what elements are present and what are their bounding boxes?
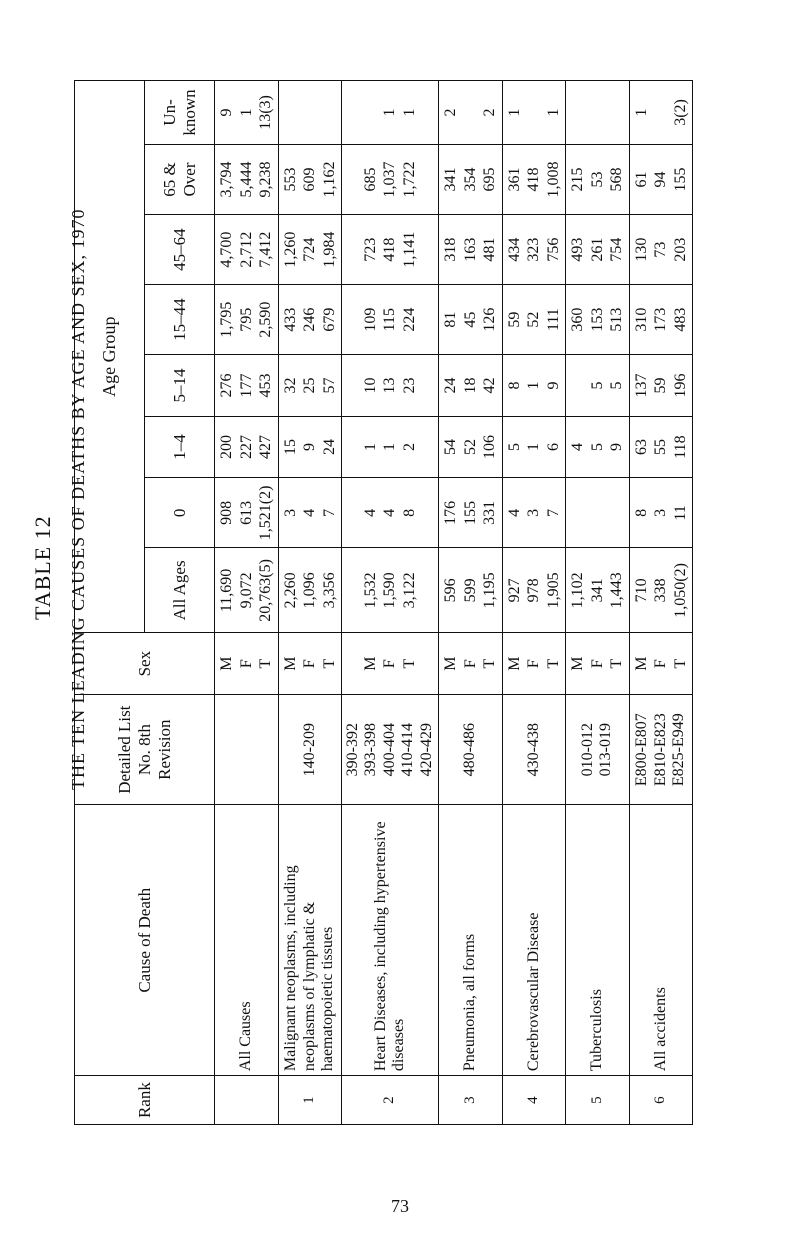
value: 6 — [544, 443, 562, 452]
value: 59 — [505, 311, 523, 328]
value: 418 — [381, 237, 399, 262]
value: 9,072 — [237, 572, 255, 609]
value-cell — [215, 285, 279, 355]
value: 52 — [461, 439, 479, 456]
value: 310 — [632, 307, 650, 332]
header-rank: Rank — [75, 1076, 215, 1125]
header-sex: Sex — [75, 633, 215, 695]
value: 1,050(2) — [671, 563, 689, 618]
value: 568 — [608, 167, 626, 192]
value: 203 — [671, 237, 689, 262]
header-age: Un-known — [145, 81, 215, 145]
value: 553 — [281, 167, 299, 192]
value: 42 — [481, 377, 499, 394]
value: 1 — [400, 108, 418, 117]
sex-label: T — [544, 658, 562, 669]
sex-label: M — [442, 656, 460, 671]
sex-cell — [629, 633, 693, 695]
value — [651, 85, 671, 140]
header-age: 1–4 — [145, 416, 215, 478]
value: 493 — [569, 237, 587, 262]
value: 25 — [301, 377, 319, 394]
value: 3,122 — [400, 572, 418, 609]
value: 15 — [281, 439, 299, 456]
value-cell — [342, 416, 439, 478]
value-cell — [342, 355, 439, 417]
sex-cell — [502, 633, 566, 695]
value: 261 — [588, 237, 606, 262]
value: 246 — [301, 307, 319, 332]
value-cell — [278, 416, 342, 478]
value-cell — [278, 548, 342, 633]
value: 1,795 — [218, 301, 235, 338]
value-cell — [439, 548, 503, 633]
value-cell — [278, 355, 342, 417]
value: 13 — [381, 377, 399, 394]
value-cell — [502, 285, 566, 355]
value: 59 — [652, 377, 670, 394]
value: 173 — [652, 307, 670, 332]
header-age: 15–44 — [145, 285, 215, 355]
value: 1,162 — [320, 161, 338, 198]
value — [588, 85, 608, 140]
header-age: 45–64 — [145, 215, 215, 285]
value — [361, 85, 381, 140]
value: 23 — [400, 377, 418, 394]
value: 2 — [442, 108, 460, 117]
value-cell — [439, 478, 503, 548]
value: 978 — [525, 578, 543, 603]
rotated-table-wrapper — [74, 80, 689, 1125]
value: 9 — [301, 443, 319, 452]
value: 61 — [632, 171, 650, 188]
sex-label: T — [481, 658, 499, 669]
value-cell — [629, 285, 693, 355]
header-list: Detailed List No. 8th Revision — [75, 694, 215, 804]
value: 115 — [381, 307, 399, 332]
value: 1,984 — [320, 231, 338, 268]
value-cell — [278, 285, 342, 355]
value-cell — [439, 285, 503, 355]
cause-cell: All Causes — [215, 805, 279, 1076]
value-cell — [566, 144, 630, 214]
value: 695 — [481, 167, 499, 192]
table-title: THE TEN LEADING CAUSES OF DEATHS BY AGE AND SEX, 1970 — [68, 208, 88, 790]
value: 130 — [632, 237, 650, 262]
sex-label: M — [569, 656, 587, 671]
value: 4 — [569, 443, 587, 452]
value: 109 — [361, 307, 379, 332]
value: 613 — [237, 500, 255, 525]
value: 24 — [442, 377, 460, 394]
value: 32 — [281, 377, 299, 394]
value: 1 — [381, 108, 399, 117]
value-cell — [215, 215, 279, 285]
list-number-cell: 390-392 393-398 400-404 410-414 420-429 — [342, 694, 439, 804]
value-cell — [215, 81, 279, 145]
list-number-cell: 430-438 — [502, 694, 566, 804]
value: 5,444 — [237, 161, 255, 198]
rank-cell — [215, 1076, 279, 1125]
sex-cell — [342, 633, 439, 695]
value — [281, 85, 301, 140]
value-cell — [629, 548, 693, 633]
value — [461, 85, 481, 140]
value: 2 — [481, 108, 499, 117]
table-row — [342, 81, 439, 1125]
cause-cell: Cerebrovascular Disease — [502, 805, 566, 1076]
value: 13(3) — [257, 95, 275, 130]
value: 3 — [652, 508, 670, 517]
value-cell — [278, 478, 342, 548]
rank-cell: 1 — [278, 1076, 342, 1125]
value-cell — [502, 215, 566, 285]
value: 63 — [632, 439, 650, 456]
value: 4,700 — [218, 231, 235, 268]
value — [568, 359, 588, 412]
list-number-cell: 140-209 — [278, 694, 342, 804]
sex-label: T — [320, 658, 338, 669]
value: 5 — [588, 381, 606, 390]
value: 483 — [671, 307, 689, 332]
value-cell — [439, 215, 503, 285]
table-row — [278, 81, 342, 1125]
value: 338 — [652, 578, 670, 603]
rank-cell: 2 — [342, 1076, 439, 1125]
value: 1 — [525, 381, 543, 390]
value: 9 — [218, 108, 235, 117]
value: 1,008 — [544, 161, 562, 198]
value-cell — [629, 81, 693, 145]
value: 908 — [218, 500, 235, 525]
value: 513 — [608, 307, 626, 332]
rank-cell: 5 — [566, 1076, 630, 1125]
value: 177 — [237, 373, 255, 398]
value: 318 — [442, 237, 460, 262]
value: 20,763(5) — [257, 559, 275, 622]
value: 1,260 — [281, 231, 299, 268]
deaths-table — [74, 80, 693, 1125]
value-cell — [566, 215, 630, 285]
value: 8 — [505, 381, 523, 390]
value: 723 — [361, 237, 379, 262]
value: 453 — [257, 373, 275, 398]
value: 354 — [461, 167, 479, 192]
value: 137 — [632, 373, 650, 398]
value: 609 — [301, 167, 319, 192]
value: 341 — [442, 167, 460, 192]
value-cell — [215, 478, 279, 548]
sex-label: T — [671, 658, 689, 669]
value: 176 — [442, 500, 460, 525]
value-cell — [439, 81, 503, 145]
value: 3,356 — [320, 572, 338, 609]
value: 57 — [320, 377, 338, 394]
value: 1,141 — [400, 231, 418, 268]
table-label: TABLE 12 — [30, 515, 55, 620]
list-number-cell: 010-012 013-019 — [566, 694, 630, 804]
list-number-cell — [215, 694, 279, 804]
value: 227 — [237, 435, 255, 460]
value: 4 — [505, 508, 523, 517]
table-body — [215, 81, 693, 1125]
value-cell — [566, 285, 630, 355]
value: 4 — [301, 508, 319, 517]
value: 1 — [544, 108, 562, 117]
value: 1 — [237, 108, 255, 117]
sex-label: M — [361, 656, 379, 671]
cause-cell: Malignant neoplasms, including neoplasms of lymphatic & haematopoietic tissues — [278, 805, 342, 1076]
value: 433 — [281, 307, 299, 332]
sex-label: M — [505, 656, 523, 671]
value: 54 — [442, 439, 460, 456]
value-cell — [342, 285, 439, 355]
rank-cell: 6 — [629, 1076, 693, 1125]
value-cell — [215, 355, 279, 417]
value: 7 — [320, 508, 338, 517]
value: 434 — [505, 237, 523, 262]
value-cell — [278, 81, 342, 145]
value: 323 — [525, 237, 543, 262]
value: 7 — [544, 508, 562, 517]
sex-label: M — [281, 656, 299, 671]
value: 599 — [461, 578, 479, 603]
value: 360 — [569, 307, 587, 332]
value — [607, 85, 627, 140]
sex-label: T — [257, 658, 275, 669]
sex-label: T — [608, 658, 626, 669]
value: 8 — [632, 508, 650, 517]
value-cell — [439, 355, 503, 417]
value: 1,590 — [381, 572, 399, 609]
value: 18 — [461, 377, 479, 394]
value: 126 — [481, 307, 499, 332]
sex-label: M — [218, 656, 235, 671]
sex-label: F — [588, 659, 606, 669]
value: 331 — [481, 500, 499, 525]
table-row — [439, 81, 503, 1125]
sex-label: F — [652, 659, 670, 669]
value: 1,532 — [361, 572, 379, 609]
value: 8 — [400, 508, 418, 517]
sex-cell — [278, 633, 342, 695]
value: 24 — [320, 439, 338, 456]
value: 1,443 — [608, 572, 626, 609]
value-cell — [566, 548, 630, 633]
value: 2,590 — [257, 301, 275, 338]
sex-label: M — [632, 656, 650, 671]
value: 111 — [544, 308, 562, 332]
value: 1 — [505, 108, 523, 117]
value-cell — [629, 144, 693, 214]
value-cell — [215, 144, 279, 214]
value-cell — [342, 548, 439, 633]
value-cell — [278, 215, 342, 285]
sex-label: F — [525, 659, 543, 669]
value: 163 — [461, 237, 479, 262]
value: 215 — [569, 167, 587, 192]
value: 927 — [505, 578, 523, 603]
value: 795 — [237, 307, 255, 332]
value: 106 — [481, 435, 499, 460]
value: 196 — [671, 373, 689, 398]
value: 1,037 — [381, 161, 399, 198]
value: 1,722 — [400, 161, 418, 198]
header-age: 5–14 — [145, 355, 215, 417]
value: 81 — [442, 311, 460, 328]
value: 224 — [400, 307, 418, 332]
table-row — [566, 81, 630, 1125]
value — [568, 85, 588, 140]
value: 1 — [381, 443, 399, 452]
rank-cell: 4 — [502, 1076, 566, 1125]
value-cell — [502, 548, 566, 633]
value: 1,096 — [301, 572, 319, 609]
value-cell — [278, 144, 342, 214]
value: 155 — [461, 500, 479, 525]
value — [588, 482, 608, 543]
value: 710 — [632, 578, 650, 603]
value-cell — [502, 81, 566, 145]
value: 200 — [218, 435, 235, 460]
cause-cell: Pneumonia, all forms — [439, 805, 503, 1076]
list-number-cell: E800-E807 E810-E823 E825-E949 — [629, 694, 693, 804]
value: 11,690 — [218, 568, 235, 613]
value: 341 — [588, 578, 606, 603]
value: 754 — [608, 237, 626, 262]
value: 118 — [671, 435, 689, 459]
cause-cell: Heart Diseases, including hypertensive diseases — [342, 805, 439, 1076]
value — [320, 85, 340, 140]
value-cell — [629, 416, 693, 478]
value-cell — [342, 81, 439, 145]
value-cell — [629, 215, 693, 285]
value: 52 — [525, 311, 543, 328]
value-cell — [342, 478, 439, 548]
value: 1,521(2) — [257, 485, 275, 541]
value — [300, 85, 320, 140]
value-cell — [566, 478, 630, 548]
table-row — [629, 81, 693, 1125]
value-cell — [566, 416, 630, 478]
value: 1 — [525, 443, 543, 452]
value-cell — [566, 81, 630, 145]
value — [568, 482, 588, 543]
rank-cell: 3 — [439, 1076, 503, 1125]
header-age: 0 — [145, 478, 215, 548]
table-row — [215, 81, 279, 1125]
value: 1,102 — [569, 572, 587, 609]
value: 3,794 — [218, 161, 235, 198]
value-cell — [566, 355, 630, 417]
table-row — [502, 81, 566, 1125]
value: 685 — [361, 167, 379, 192]
value: 153 — [588, 307, 606, 332]
value: 4 — [361, 508, 379, 517]
value-cell — [502, 416, 566, 478]
value: 2,712 — [237, 231, 255, 268]
value: 418 — [525, 167, 543, 192]
value: 481 — [481, 237, 499, 262]
cause-cell: Tuberculosis — [566, 805, 630, 1076]
value: 5 — [505, 443, 523, 452]
value: 1 — [361, 443, 379, 452]
value: 724 — [301, 237, 319, 262]
value: 55 — [652, 439, 670, 456]
value: 94 — [652, 171, 670, 188]
value-cell — [439, 144, 503, 214]
value-cell — [215, 548, 279, 633]
value-cell — [342, 215, 439, 285]
sex-cell — [215, 633, 279, 695]
value: 11 — [671, 505, 689, 521]
sex-label: F — [301, 659, 319, 669]
value: 361 — [505, 167, 523, 192]
value-cell — [629, 478, 693, 548]
value: 5 — [608, 381, 626, 390]
value: 3(2) — [671, 99, 689, 126]
sex-cell — [439, 633, 503, 695]
header-age: 65 & Over — [145, 144, 215, 214]
value: 73 — [652, 241, 670, 258]
value-cell — [215, 416, 279, 478]
value: 7,412 — [257, 231, 275, 268]
value: 1 — [632, 108, 650, 117]
value: 756 — [544, 237, 562, 262]
list-number-cell: 480-486 — [439, 694, 503, 804]
value — [524, 85, 544, 140]
value: 679 — [320, 307, 338, 332]
sex-label: F — [461, 659, 479, 669]
value: 5 — [588, 443, 606, 452]
value: 53 — [588, 171, 606, 188]
value: 9 — [608, 443, 626, 452]
value: 9 — [544, 381, 562, 390]
header-age: All Ages — [145, 548, 215, 633]
value: 1,195 — [481, 572, 499, 609]
value: 2,260 — [281, 572, 299, 609]
page-number: 73 — [391, 1196, 409, 1216]
value: 1,905 — [544, 572, 562, 609]
cause-cell: All accidents — [629, 805, 693, 1076]
value: 276 — [218, 373, 235, 398]
value-cell — [502, 478, 566, 548]
value-cell — [629, 355, 693, 417]
sex-label: F — [237, 659, 255, 669]
value: 155 — [671, 167, 689, 192]
value: 596 — [442, 578, 460, 603]
header-cause: Cause of Death — [75, 805, 215, 1076]
value: 3 — [525, 508, 543, 517]
sex-label: F — [381, 659, 399, 669]
value: 10 — [361, 377, 379, 394]
value: 3 — [281, 508, 299, 517]
sex-label: T — [400, 658, 418, 669]
value-cell — [502, 355, 566, 417]
value: 427 — [257, 435, 275, 460]
header-age-group: Age Group — [75, 81, 145, 633]
value: 2 — [400, 443, 418, 452]
value: 9,238 — [257, 161, 275, 198]
value: 4 — [381, 508, 399, 517]
value-cell — [342, 144, 439, 214]
value-cell — [502, 144, 566, 214]
sex-cell — [566, 633, 630, 695]
value-cell — [439, 416, 503, 478]
value: 45 — [461, 311, 479, 328]
value — [607, 482, 627, 543]
